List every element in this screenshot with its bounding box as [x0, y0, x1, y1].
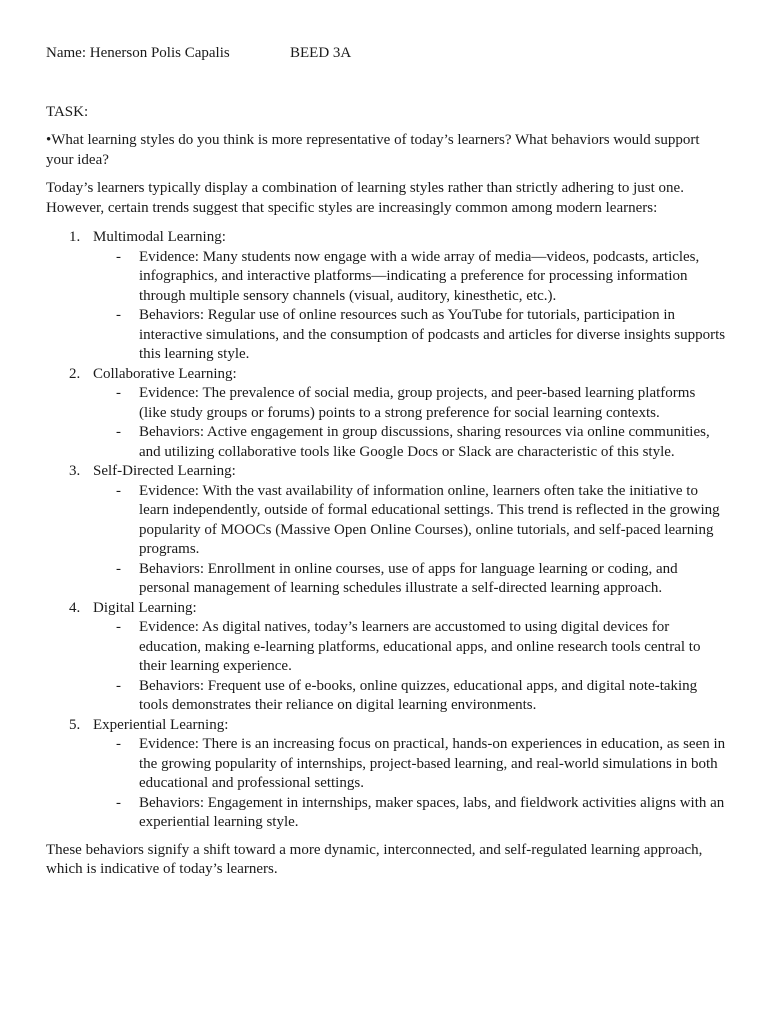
list-item-title: Experiential Learning:	[93, 716, 229, 733]
sub-point-text: Evidence: Many students now engage with a wide array of media—videos, podcasts, articles, infographics, and interactive platforms—indicating a preference for processing information through multiple sensory channels (visual, auditory, kinesthetic, etc.).	[139, 248, 700, 304]
sub-point-text: Evidence: The prevalence of social media, group projects, and peer-based learning platforms (like study groups or forums) points to a strong preference for social learning contexts.	[139, 385, 696, 421]
sub-points	[93, 618, 726, 716]
sub-points	[93, 482, 726, 599]
student-name: Name: Henerson Polis Capalis	[46, 45, 230, 61]
sub-points	[93, 248, 726, 365]
sub-point	[93, 618, 726, 677]
list-item	[46, 599, 726, 716]
list-item-title: Multimodal Learning:	[93, 229, 226, 245]
dash-bullet: -	[116, 424, 121, 440]
list-item-title: Collaborative Learning:	[93, 365, 237, 382]
sub-point	[93, 482, 726, 560]
list-item	[46, 365, 726, 463]
dash-bullet: -	[116, 385, 121, 401]
list-number: 5.	[69, 716, 81, 733]
sub-point-text: Behaviors: Engagement in internships, maker spaces, labs, and fieldwork activities aligns with an experiential learning style.	[139, 794, 725, 830]
dash-bullet: -	[116, 482, 121, 499]
sub-point-text: Behaviors: Regular use of online resources such as YouTube for tutorials, participation in interactive simulations, and the consumption of podcasts and articles for diverse insights supports this learning style.	[139, 307, 726, 362]
sub-point-text: Evidence: With the vast availability of information online, learners often take the initiative to learn independently, outside of formal educational settings. This trend is reflected in the growing popularity of MOOCs (Massive Open Online Courses), online tutorials, and self-paced learning programs.	[139, 482, 720, 557]
dash-bullet: -	[116, 248, 121, 265]
dash-bullet: -	[116, 307, 121, 323]
list-item	[46, 228, 726, 365]
sub-point	[93, 677, 726, 716]
sub-point-text: Behaviors: Active engagement in group discussions, sharing resources via online communities, and utilizing collaborative tools like Google Docs or Slack are characteristic of this style.	[139, 424, 710, 460]
sub-point	[93, 560, 726, 599]
sub-point	[93, 735, 726, 794]
sub-point-text: Evidence: There is an increasing focus on practical, hands-on experiences in education, as seen in the growing popularity of internships, project-based learning, and real-world simulations in both educational and professional settings.	[139, 736, 726, 791]
intro-paragraph: Today’s learners typically display a combination of learning styles rather than strictly adhering to just one. However, certain trends suggest that specific styles are increasingly common among modern learners:	[46, 180, 684, 216]
sub-point	[93, 423, 726, 462]
dash-bullet: -	[116, 560, 121, 577]
list-item	[46, 462, 726, 599]
task-label: TASK:	[46, 104, 89, 120]
learning-styles-list	[46, 228, 726, 833]
sub-point-text: Behaviors: Enrollment in online courses, use of apps for language learning or coding, and personal management of learning schedules illustrate a self-directed learning approach.	[139, 560, 678, 596]
dash-bullet: -	[116, 619, 121, 635]
sub-point	[93, 794, 726, 833]
list-item-title: Digital Learning:	[93, 599, 197, 616]
task-question: •What learning styles do you think is more representative of today’s learners? What behaviors would support your idea?	[46, 132, 700, 168]
course-section: BEED 3A	[290, 45, 352, 61]
sub-points	[93, 384, 726, 462]
sub-point	[93, 306, 726, 365]
sub-point-text: Behaviors: Frequent use of e-books, online quizzes, educational apps, and digital note-taking tools demonstrates their reliance on digital learning environments.	[139, 677, 698, 713]
sub-point	[93, 248, 726, 307]
list-number: 1.	[69, 229, 81, 245]
list-item	[46, 716, 726, 833]
list-number: 4.	[69, 599, 81, 616]
document-page	[46, 42, 726, 880]
list-item-title: Self-Directed Learning:	[93, 463, 236, 479]
document-header	[46, 42, 726, 64]
list-number: 2.	[69, 365, 81, 382]
conclusion-paragraph: These behaviors signify a shift toward a more dynamic, interconnected, and self-regulated learning approach, which is indicative of today’s learners.	[46, 841, 703, 877]
dash-bullet: -	[116, 677, 121, 694]
sub-point-text: Evidence: As digital natives, today’s learners are accustomed to using digital devices for education, making e-learning platforms, educational apps, and online research tools central to their learning experience.	[139, 619, 701, 674]
sub-points	[93, 735, 726, 833]
dash-bullet: -	[116, 736, 121, 752]
list-number: 3.	[69, 463, 81, 479]
dash-bullet: -	[116, 794, 121, 811]
sub-point	[93, 384, 726, 423]
